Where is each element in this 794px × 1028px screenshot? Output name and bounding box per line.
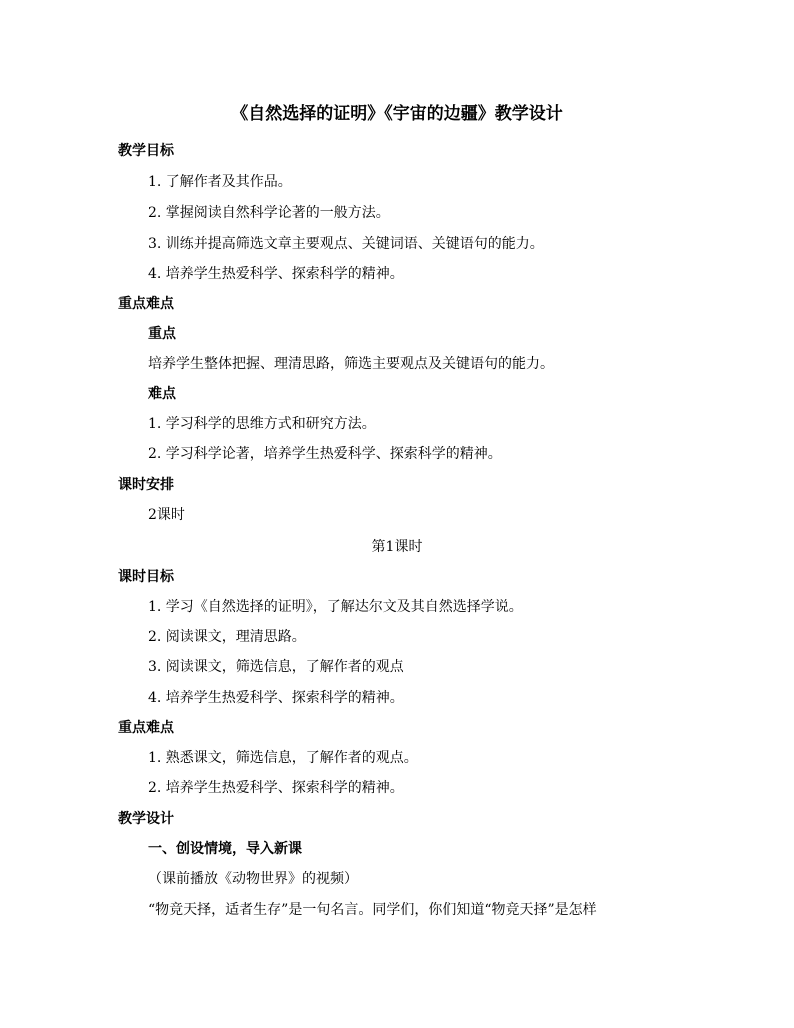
lesson-goals-heading: 课时目标 <box>118 569 174 585</box>
goal-item: 3. 训练并提高筛选文章主要观点、关键词语、关键语句的能力。 <box>148 236 544 252</box>
section-heading-schedule: 课时安排 <box>118 477 174 493</box>
difficulty-label: 难点 <box>148 386 176 402</box>
lesson-key-heading: 重点难点 <box>118 720 174 736</box>
focus-label: 重点 <box>148 326 176 342</box>
step-note: （课前播放《动物世界》的视频） <box>148 871 358 887</box>
lesson-goal-item: 3. 阅读课文，筛选信息，了解作者的观点 <box>148 659 404 675</box>
lesson-heading: 第1课时 <box>371 539 423 555</box>
lesson-key-item: 2. 培养学生热爱科学、探索科学的精神。 <box>148 780 404 796</box>
step-heading: 一、创设情境，导入新课 <box>148 841 302 857</box>
schedule-text: 2课时 <box>148 507 185 523</box>
step-text: “物竞天择，适者生存”是一句名言。同学们，你们知道“物竞天择”是怎样 <box>148 902 597 918</box>
lesson-goal-item: 1. 学习《自然选择的证明》，了解达尔文及其自然选择学说。 <box>148 599 523 615</box>
difficulty-item: 1. 学习科学的思维方式和研究方法。 <box>148 416 376 432</box>
lesson-goal-item: 4. 培养学生热爱科学、探索科学的精神。 <box>148 690 404 706</box>
teaching-design-heading: 教学设计 <box>118 811 174 827</box>
difficulty-item: 2. 学习科学论著，培养学生热爱科学、探索科学的精神。 <box>148 446 502 462</box>
section-heading-key-points: 重点难点 <box>118 296 174 312</box>
goal-item: 1. 了解作者及其作品。 <box>148 174 292 190</box>
lesson-goal-item: 2. 阅读课文，理清思路。 <box>148 629 306 645</box>
goal-item: 2. 掌握阅读自然科学论著的一般方法。 <box>148 205 390 221</box>
goal-item: 4. 培养学生热爱科学、探索科学的精神。 <box>148 266 404 282</box>
section-heading-teaching-goals: 教学目标 <box>118 143 174 159</box>
lesson-key-item: 1. 熟悉课文，筛选信息，了解作者的观点。 <box>148 750 418 766</box>
document-title: 《自然选择的证明》《宇宙的边疆》教学设计 <box>231 104 563 124</box>
focus-text: 培养学生整体把握、理清思路，筛选主要观点及关键语句的能力。 <box>148 356 554 372</box>
